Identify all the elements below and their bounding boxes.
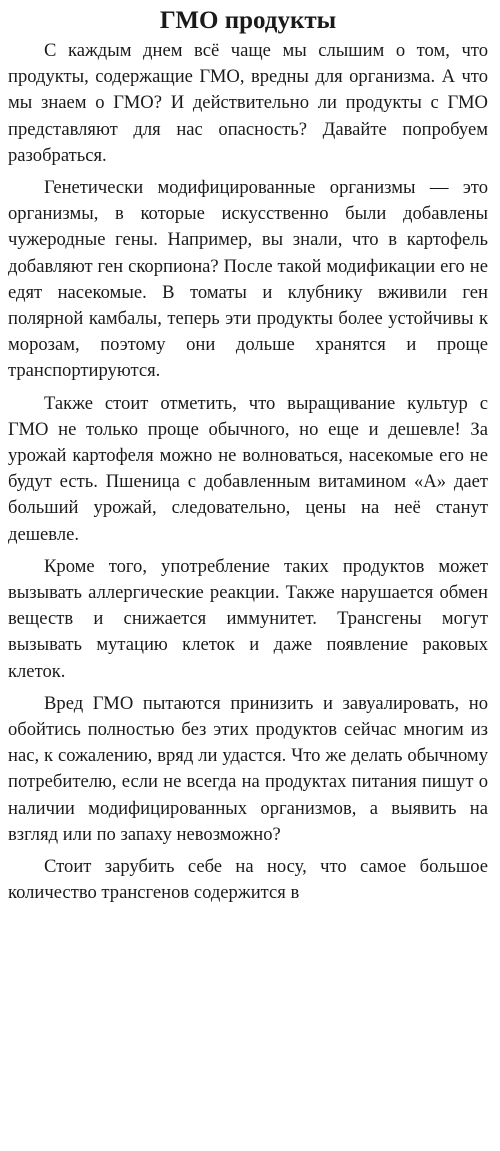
paragraph-3: Также стоит отметить, что выращивание культур с ГМО не только проще обычного, но еще и дешевле! За урожай картофеля можно не волноваться, насекомые его не будут есть. Пшеница с добавленным витамином «А» дает больший урожай, следовательно, цены на неё станут дешевле. [8,392,488,545]
document-title: ГМО продукты [159,7,337,34]
paragraph-2: Генетически модифицированные организмы — это организмы, в которые искусственно были добавлены чужеродные гены. Например, вы знали, что в картофель добавляют ген скорпиона? После такой модификации его не едят насекомые. В томаты и клубнику вживили ген полярной камбалы, теперь эти продукты более устойчивы к морозам, поэтому они дольше хранятся и проще транспортируются. [8,177,488,382]
paragraph-4: Кроме того, употребление таких продуктов может вызывать аллергические реакции. Также нарушается обмен веществ и снижается иммунитет. Трансгены могут вызывать мутацию клеток и даже появление раковых клеток. [8,555,488,682]
paragraph-6: Стоит зарубить себе на носу, что самое большое количество трансгенов содержится в [8,856,488,904]
paragraph-1: С каждым днем всё чаще мы слышим о том, что продукты, содержащие ГМО, вредны для организма. А что мы знаем о ГМО? И действительно ли продукты с ГМО представляют для нас опасность? Давайте попробуем разобраться. [8,40,488,166]
paragraph-5: Вред ГМО пытаются принизить и завуалировать, но обойтись полностью без этих продуктов сейчас многим из нас, к сожалению, вряд ли удастся. Что же делать обычному потребителю, если не всегда на продуктах питания пишут о наличии модифицированных организмов, а выявить на взгляд или по запаху невозможно? [8,692,488,845]
